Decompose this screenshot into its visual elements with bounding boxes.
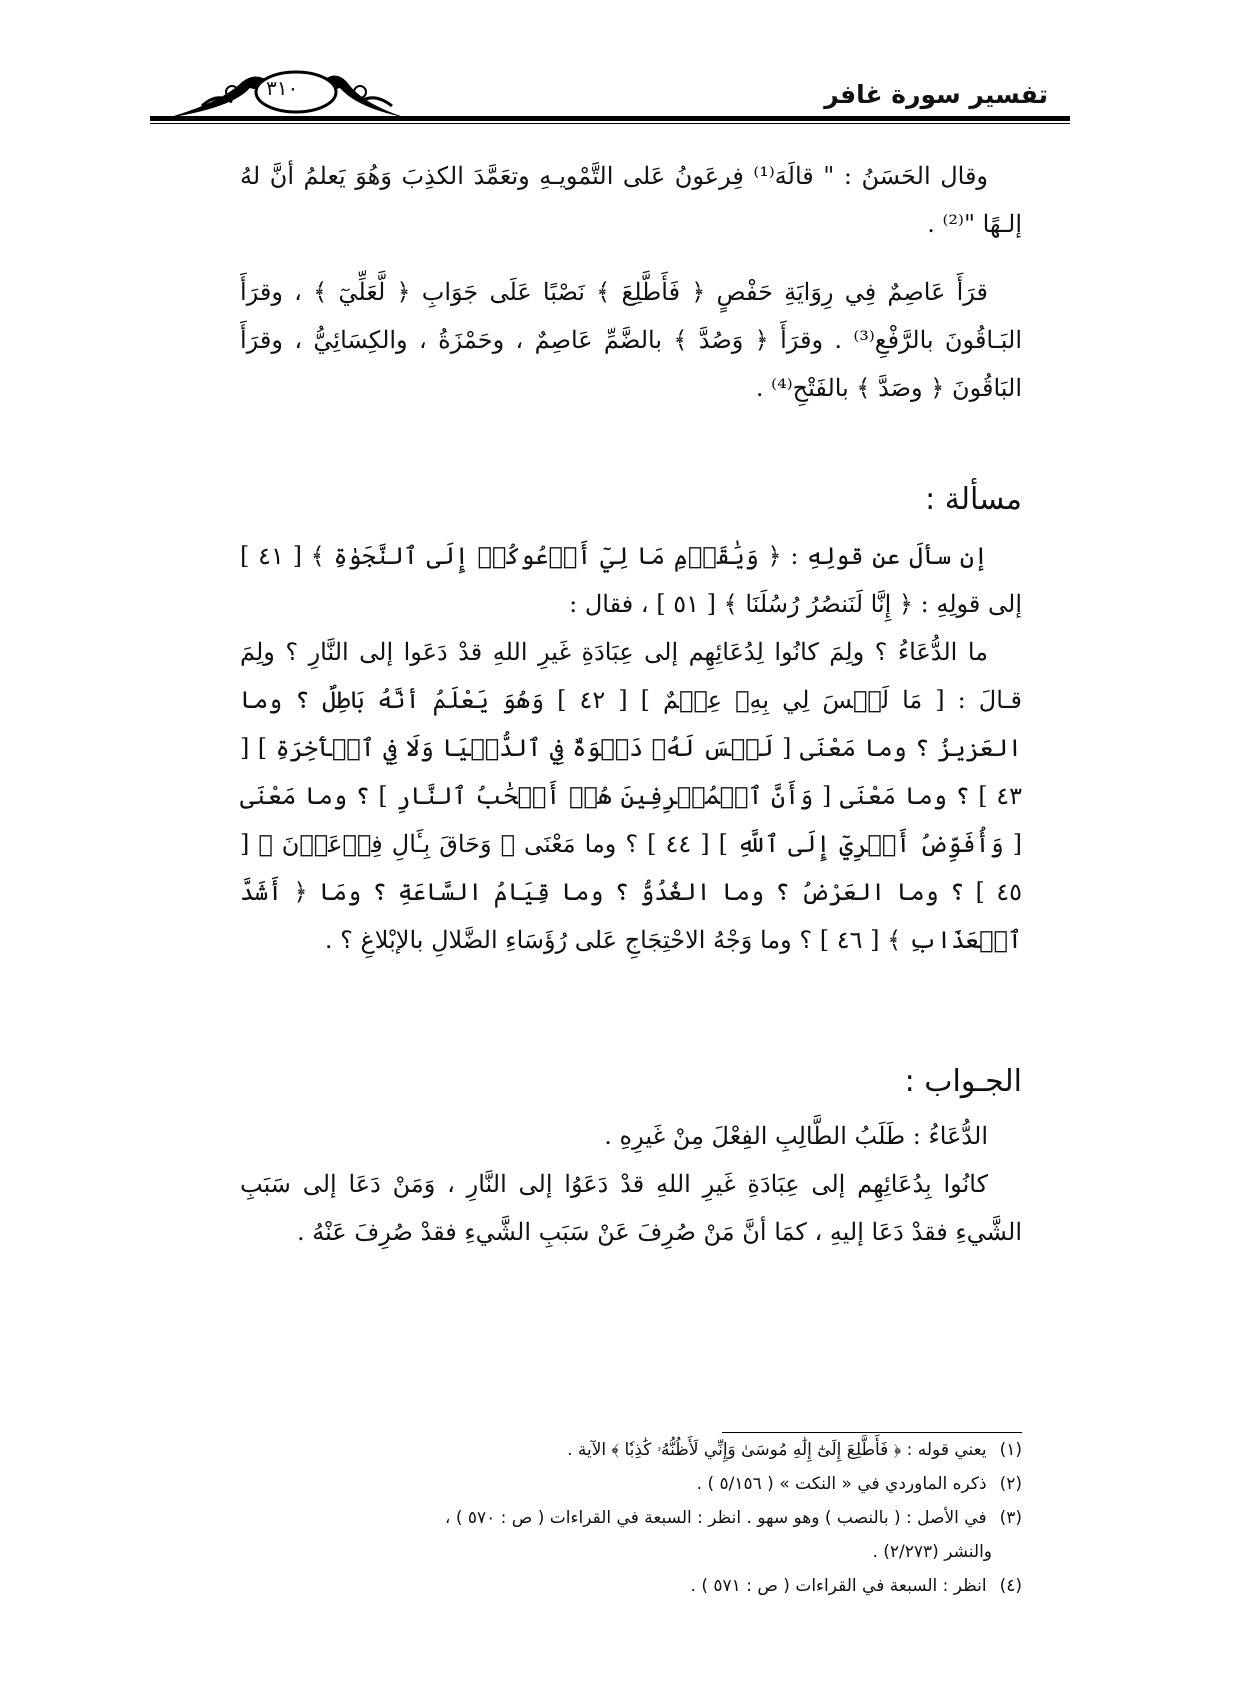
heading-masala: مسألة : [925, 482, 1022, 517]
footnote-number: (٤) [999, 1576, 1022, 1596]
question-block [240, 532, 1022, 964]
footnote-2 [198, 1467, 1022, 1501]
paragraph-5: الدُّعَاءُ : طَلَبُ الطَّالِبِ الفِعْلَ مِنْ غَيرِهِ . [604, 1122, 988, 1150]
paragraph-3: إن سألَ عن قولِهِ : ﴿ وَيَٰقَوۡمِ مَا لِيٓ أَدۡعُوكُمۡ إِلَى ٱلنَّجَوٰةِ ﴾ [ ٤١ ] إلى قولِهِ : ﴿ إِنَّا لَنَنصُرُ رُسُلَنَا ﴾ [ ٥١ ] ، فقال : [240, 542, 1022, 618]
header-title: تفسير سورة غافر [824, 80, 1048, 109]
footnote-text: ذكره الماوردي في « النكت » ( ٥/١٥٦ ) . [696, 1474, 987, 1494]
paragraph-hasan [240, 152, 1022, 248]
footnote-text: انظر : السبعة في القراءات ( ص : ٥٧١ ) . [690, 1576, 987, 1596]
header-rule [150, 116, 1070, 124]
footnote-3-continued: والنشر (٢/٢٧٣) . [872, 1542, 992, 1562]
page-header [150, 62, 1070, 132]
footnote-number: (١) [999, 1440, 1022, 1460]
footnote-1 [198, 1433, 1022, 1467]
paragraph-6: كانُوا بِدُعَائِهِم إلى عِبَادَةِ غَيرِ اللهِ قدْ دَعَوُا إلى النَّارِ ، وَمَنْ دَعَا إلى سَبَبِ الشَّيءِ فقدْ دَعَا إليهِ ، كمَا أنَّ مَنْ صُرِفَ عَنْ سَبَبِ الشَّيءِ فقدْ صُرِفَ عَنْهُ . [240, 1170, 1022, 1246]
answer-block [240, 1112, 1022, 1256]
heading-answer: الجـواب : [904, 1064, 1022, 1099]
footnote-number: (٢) [999, 1474, 1022, 1494]
section-answer [240, 1064, 1022, 1099]
footnote-number: (٣) [999, 1508, 1022, 1528]
paragraph-1: وقال الحَسَنُ : " قالَهَ⁽¹⁾ فِرعَونُ عَلى التَّمْويـهِ وتعَمَّدَ الكذِبَ وَهُوَ يَعلمُ أنَّ لهُ إلـهًا "⁽²⁾ . [240, 162, 1022, 238]
paragraph-4: ما الدُّعَاءُ ؟ ولِمَ كانُوا لِدُعَائِهِم إلى عِبَادَةِ غَيرِ اللهِ قدْ دَعَوا إلى النَّارِ ؟ ولِمَ قـالَ : [ مَا لَيۡسَ لِي بِهِۦ عِلۡمٌ ] [ ٤٢ ] وَهُوَ يَعْلَمُ أنَّهُ بَاطِلٌ ؟ وما العَزيزُ ؟ وما مَعْنَى [ لَيۡسَ لَهُۥ دَعۡوَةٌ فِي ٱلدُّنۡيَا وَلَا فِي ٱلۡأٓخِرَةِ ] [ ٤٣ ] ؟ وما مَعْنَى [ وَأَنَّ ٱلۡمُسۡرِفِينَ هُمۡ أَصۡحَٰبُ ٱلنَّارِ ] ؟ وما مَعْنَى [ وَأُفَوِّضُ أَمۡرِيٓ إِلَى ٱللَّهِ ] [ ٤٤ ] ؟ وما مَعْنَى ﴿ وَحَاقَ بِـَٔالِ فِرۡعَوۡنَ ﴾ [ ٤٥ ] ؟ وما العَرْضُ ؟ وما الغُدُوُّ ؟ وما قِيَامُ السَّاعَةِ ؟ ومَا ﴿ أَشَدَّ ٱلۡعَذَابِ ﴾ [ ٤٦ ] ؟ وما وَجْهُ الاحْتِجَاجِ عَلى رُؤَسَاءِ الضَّلالِ بالإبْلاغِ ؟ . [240, 638, 1023, 954]
section-masala [240, 482, 1022, 517]
footnote-3 [198, 1501, 1022, 1535]
footnote-text: يعني قوله : ﴿ فَأَطَّلِعَ إِلَىٰٓ إِلَٰهِ مُوسَىٰ وَإِنِّي لَأَظُنُّهُۥ كَٰذِبٗا ﴾ الآية . [567, 1440, 987, 1460]
paragraph-qiraat [240, 268, 1022, 412]
footnote-text: في الأصل : ( بالنصب ) وهو سهو . انظر : السبعة في القراءات ( ص : ٥٧٠ ) ، [444, 1508, 987, 1528]
page-number: ٣١٠ [266, 76, 299, 100]
footnote-4 [198, 1569, 1022, 1603]
footnotes [198, 1432, 1022, 1603]
paragraph-2: قرَأَ عَاصِمٌ فِي رِوَايَةِ حَفْصٍ ﴿ فَأَطَّلِعَ ﴾ نَصْبًا عَلَى جَوَابِ ﴿ لَّعَلِّيٓ ﴾ ، وقرَأَ البَـاقُونَ بالرَّفْعِ⁽³⁾ . وقرَأَ ﴿ وَصُدَّ ﴾ بالضَّمِّ عَاصِمٌ ، وحَمْزَةُ ، والكِسَائِيُّ ، وقرَأَ البَاقُونَ ﴿ وصَدَّ ﴾ بالفَتْحِ⁽⁴⁾ . [240, 278, 1022, 402]
